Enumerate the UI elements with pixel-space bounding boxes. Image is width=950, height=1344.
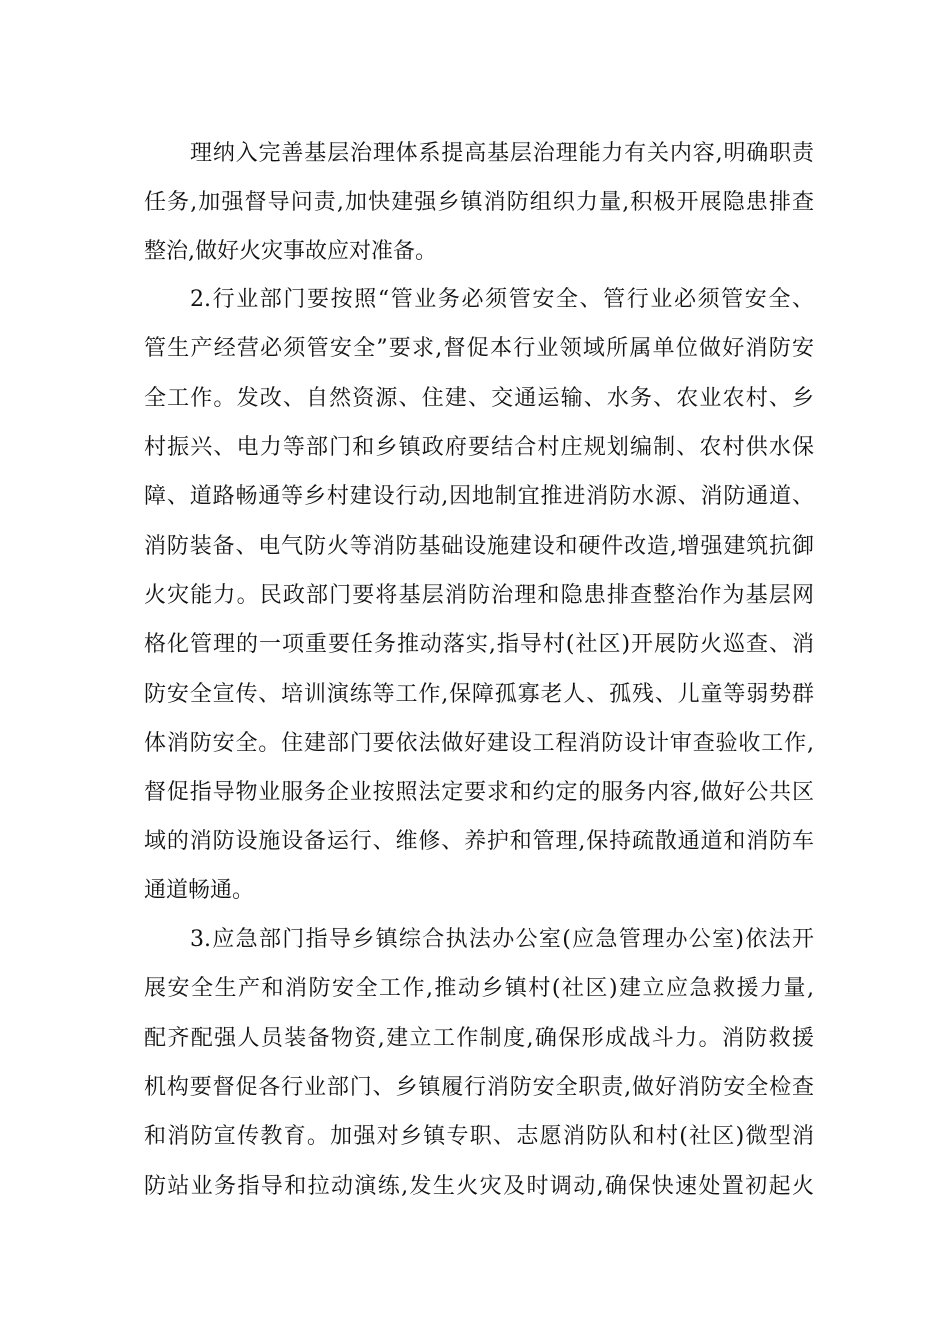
text-line: 任务,加强督导问责,加快建强乡镇消防组织力量,积极开展隐患排查 xyxy=(144,190,814,215)
text-line: 机构要督促各行业部门、乡镇履行消防安全职责,做好消防安全检查 xyxy=(144,1075,814,1100)
text-line: 配齐配强人员装备物资,建立工作制度,确保形成战斗力。消防救援 xyxy=(144,1026,814,1051)
text-line: 展安全生产和消防安全工作,推动乡镇村(社区)建立应急救援力量, xyxy=(144,976,814,1001)
text-line: 村振兴、电力等部门和乡镇政府要结合村庄规划编制、农村供水保 xyxy=(144,435,814,460)
text-line: 2.行业部门要按照“管业务必须管安全、管行业必须管安全、 xyxy=(190,287,814,312)
text-line: 格化管理的一项重要任务推动落实,指导村(社区)开展防火巡查、消 xyxy=(144,632,814,657)
text-line: 全工作。发改、自然资源、住建、交通运输、水务、农业农村、乡 xyxy=(144,386,814,411)
text-line: 防安全宣传、培训演练等工作,保障孤寡老人、孤残、儿童等弱势群 xyxy=(144,682,814,707)
text-line: 防站业务指导和拉动演练,发生火灾及时调动,确保快速处置初起火 xyxy=(144,1174,814,1199)
text-line: 消防装备、电气防火等消防基础设施建设和硬件改造,增强建筑抗御 xyxy=(144,534,814,559)
text-line: 通道畅通。 xyxy=(144,878,255,903)
text-line: 管生产经营必须管安全”要求,督促本行业领域所属单位做好消防安 xyxy=(144,336,814,361)
text-line: 体消防安全。住建部门要依法做好建设工程消防设计审查验收工作, xyxy=(144,731,814,756)
text-line: 督促指导物业服务企业按照法定要求和约定的服务内容,做好公共区 xyxy=(144,780,814,805)
text-line: 域的消防设施设备运行、维修、养护和管理,保持疏散通道和消防车 xyxy=(144,829,814,854)
text-line: 3.应急部门指导乡镇综合执法办公室(应急管理办公室)依法开 xyxy=(190,927,814,952)
text-line: 理纳入完善基层治理体系提高基层治理能力有关内容,明确职责 xyxy=(190,141,814,166)
text-line: 火灾能力。民政部门要将基层消防治理和隐患排查整治作为基层网 xyxy=(144,583,814,608)
text-line: 整治,做好火灾事故应对准备。 xyxy=(144,239,437,264)
text-line: 障、道路畅通等乡村建设行动,因地制宜推进消防水源、消防通道、 xyxy=(144,484,814,509)
text-line: 和消防宣传教育。加强对乡镇专职、志愿消防队和村(社区)微型消 xyxy=(144,1124,814,1149)
